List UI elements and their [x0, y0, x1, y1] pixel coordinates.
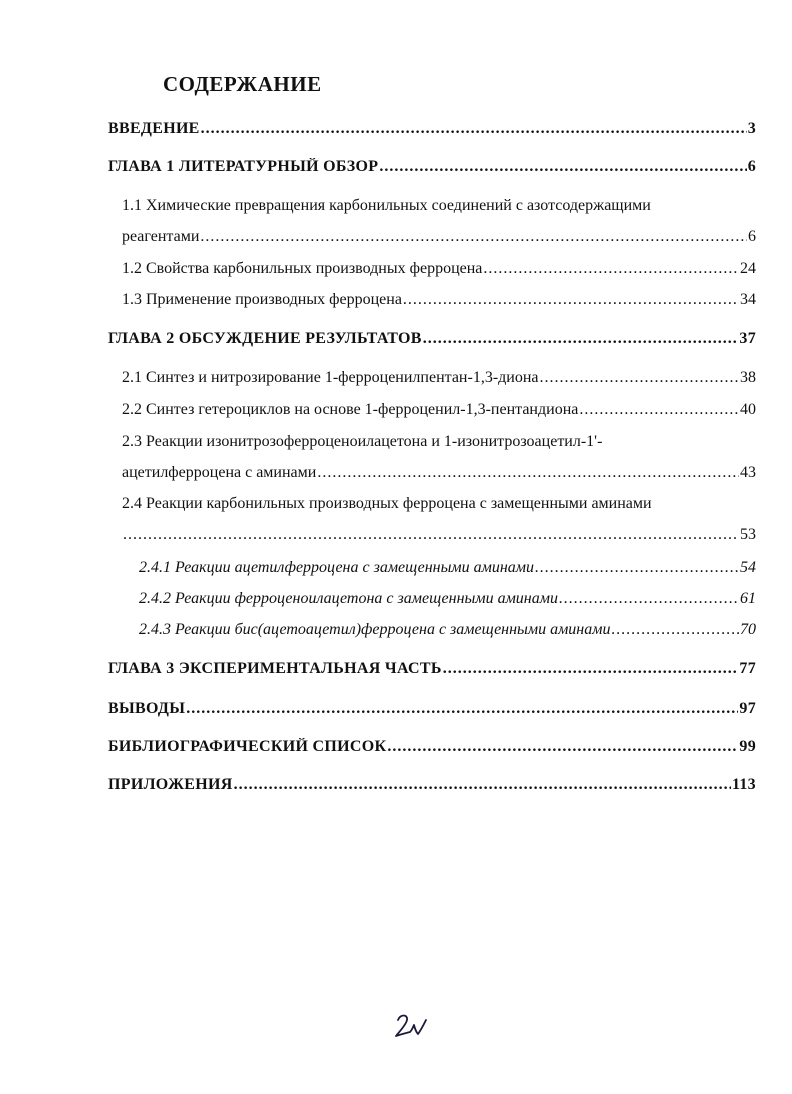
toc-entry-label: 2.4.3 Реакции бис(ацетоацетил)ферроцена с замещенными аминами	[139, 621, 611, 638]
toc-entry-label: 1.3 Применение производных ферроцена	[122, 291, 402, 308]
toc-entry-label: 2.2 Синтез гетероциклов на основе 1-ферроценил-1,3-пентандиона	[122, 401, 579, 418]
toc-entry-chapter-3[interactable]	[108, 660, 756, 678]
toc-entry-2-3-line1: 2.3 Реакции изонитрозоферроценоилацетона и 1-изонитрозоацетил-1'-	[122, 433, 603, 450]
leader-dots	[201, 120, 747, 138]
toc-entry-label: 2.4.1 Реакции ацетилферроцена с замещенными аминами	[139, 559, 534, 576]
leader-dots	[443, 660, 739, 678]
leader-dots	[379, 158, 746, 176]
leader-dots	[483, 260, 739, 278]
toc-entry-page: 38	[740, 369, 756, 386]
leader-dots	[387, 738, 738, 756]
leader-dots	[317, 464, 739, 482]
toc-entry-label: ацетилферроцена с аминами	[122, 464, 317, 481]
toc-entry-label: ГЛАВА 2 ОБСУЖДЕНИЕ РЕЗУЛЬТАТОВ	[108, 330, 422, 347]
toc-entry-page: 37	[739, 330, 756, 347]
toc-entry-page: 6	[747, 158, 756, 175]
leader-dots	[579, 401, 739, 419]
leader-dots	[540, 369, 739, 387]
toc-entry-1-3[interactable]	[122, 291, 756, 309]
toc-entry-page: 54	[740, 559, 756, 576]
toc-entry-2-2[interactable]	[122, 401, 756, 419]
leader-dots	[234, 776, 731, 794]
toc-entry-1-2[interactable]	[122, 260, 756, 278]
leader-dots	[559, 590, 739, 608]
toc-entry-page: 6	[748, 228, 756, 245]
toc-entry-label: ПРИЛОЖЕНИЯ	[108, 776, 233, 793]
toc-entry-page: 77	[739, 660, 756, 677]
leader-dots	[403, 291, 739, 309]
toc-entry-1-1-line1: 1.1 Химические превращения карбонильных соединений с азотсодержащими	[122, 197, 651, 214]
toc-entry-page: 40	[740, 401, 756, 418]
toc-entry-2-4[interactable]	[122, 526, 756, 544]
toc-entry-label: ГЛАВА 1 ЛИТЕРАТУРНЫЙ ОБЗОР	[108, 158, 379, 175]
toc-entry-2-4-3[interactable]	[139, 621, 756, 639]
toc-entry-label: 2.1 Синтез и нитрозирование 1-ферроценилпентан-1,3-диона	[122, 369, 539, 386]
toc-entry-label: ГЛАВА 3 ЭКСПЕРИМЕНТАЛЬНАЯ ЧАСТЬ	[108, 660, 442, 677]
toc-entry-label: ВЫВОДЫ	[108, 700, 186, 717]
handwritten-page-mark-icon	[390, 1010, 430, 1044]
toc-entry-2-4-2[interactable]	[139, 590, 756, 608]
toc-entry-conclusions[interactable]	[108, 700, 756, 718]
toc-entry-chapter-2[interactable]	[108, 330, 756, 348]
toc-entry-page: 53	[740, 526, 756, 543]
toc-entry-page: 97	[739, 700, 756, 717]
toc-entry-page: 43	[740, 464, 756, 481]
toc-entry-label: БИБЛИОГРАФИЧЕСКИЙ СПИСОК	[108, 738, 387, 755]
toc-entry-label: 2.4.2 Реакции ферроценоилацетона с замещенными аминами	[139, 590, 558, 607]
toc-entry-1-1[interactable]	[122, 228, 756, 246]
leader-dots	[535, 559, 739, 577]
toc-entry-page: 34	[740, 291, 756, 308]
toc-entry-label: ВВЕДЕНИЕ	[108, 120, 200, 137]
toc-entry-label: 1.2 Свойства карбонильных производных ферроцена	[122, 260, 483, 277]
leader-dots	[200, 228, 747, 246]
leader-dots	[423, 330, 739, 348]
leader-dots	[611, 621, 739, 639]
leader-dots	[123, 526, 739, 544]
toc-entry-introduction[interactable]	[108, 120, 756, 138]
toc-entry-2-1[interactable]	[122, 369, 756, 387]
toc-entry-page: 70	[740, 621, 756, 638]
toc-entry-page: 99	[739, 738, 756, 755]
toc-entry-appendices[interactable]	[108, 776, 756, 794]
toc-entry-label: реагентами	[122, 228, 200, 245]
toc-entry-bibliography[interactable]	[108, 738, 756, 756]
toc-entry-2-4-line1: 2.4 Реакции карбонильных производных ферроцена с замещенными аминами	[122, 495, 652, 512]
toc-entry-page: 61	[740, 590, 756, 607]
toc-entry-2-3[interactable]	[122, 464, 756, 482]
toc-entry-page: 24	[740, 260, 756, 277]
toc-entry-2-4-1[interactable]	[139, 559, 756, 577]
toc-entry-page: 113	[731, 776, 756, 793]
toc-entry-page: 3	[747, 120, 756, 137]
page-title: СОДЕРЖАНИЕ	[163, 72, 322, 96]
toc-entry-chapter-1[interactable]	[108, 158, 756, 176]
leader-dots	[186, 700, 738, 718]
